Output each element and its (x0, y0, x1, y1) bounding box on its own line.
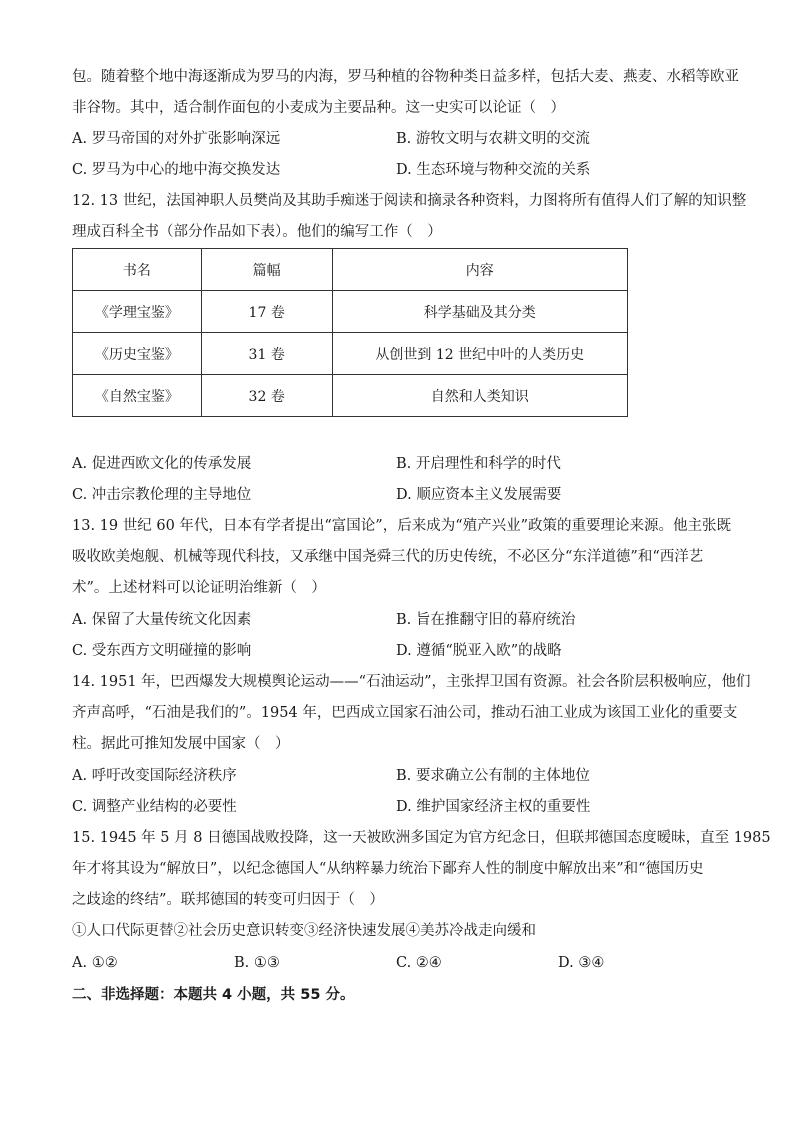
table-row (73, 291, 628, 333)
table-cell-length: 32 卷 (201, 375, 332, 417)
table-row (73, 375, 628, 417)
encyclopedia-table (72, 248, 628, 417)
q11-option-d: D. 生态环境与物种交流的关系 (396, 162, 591, 178)
q11-options-row-1 (72, 124, 722, 155)
table-cell-content: 从创世到 12 世纪中叶的人类历史 (332, 333, 627, 375)
table-cell-content: 科学基础及其分类 (332, 291, 627, 333)
q12-options-row-1 (72, 449, 722, 480)
q14-option-b: B. 要求确立公有制的主体地位 (396, 768, 590, 784)
q11-line-2: 非谷物。其中，适合制作面包的小麦成为主要品种。这一史实可以论证（ ） (72, 100, 565, 116)
q14-line-2: 齐声高呼，“石油是我们的”。1954 年，巴西成立国家石油公司，推动石油工业成为该国工业化的重要支 (72, 705, 738, 721)
q14-option-a: A. 呼吁改变国际经济秩序 (72, 768, 237, 784)
q11-option-c: C. 罗马为中心的地中海交换发达 (72, 162, 281, 178)
q13-option-b: B. 旨在推翻守旧的幕府统治 (396, 612, 576, 628)
q13-option-d: D. 遵循“脱亚入欧”的战略 (396, 643, 562, 659)
q12-option-d: D. 顺应资本主义发展需要 (396, 487, 562, 503)
q14-options-row-1 (72, 761, 722, 792)
section-2-heading: 二、非选择题：本题共 4 小题，共 55 分。 (72, 987, 355, 1003)
q12-options-row-2 (72, 480, 722, 511)
q11-options-row-2 (72, 155, 722, 186)
table-header-row (73, 249, 628, 291)
table-cell-title: 《历史宝鉴》 (73, 333, 202, 375)
q13-option-c: C. 受东西方文明碰撞的影响 (72, 643, 252, 659)
q14-line-1: 14. 1951 年，巴西爆发大规模舆论运动——“石油运动”，主张捍卫国有资源。社会各阶层积极响应，他们 (72, 674, 751, 690)
q15-option-b: B. ①③ (234, 955, 280, 971)
q15-line-4: ①人口代际更替②社会历史意识转变③经济快速发展④美苏冷战走向缓和 (72, 923, 536, 939)
q14-option-c: C. 调整产业结构的必要性 (72, 799, 237, 815)
q12-line-2: 理成百科全书（部分作品如下表）。他们的编写工作（ ） (72, 224, 442, 240)
q15-option-d: D. ③④ (558, 955, 605, 971)
q14-line-3: 柱。据此可推知发展中国家（ ） (72, 736, 290, 752)
q11-stem (72, 62, 739, 124)
q14-stem (72, 667, 751, 760)
q14-option-d: D. 维护国家经济主权的重要性 (396, 799, 591, 815)
q13-line-1: 13. 19 世纪 60 年代，日本有学者提出“富国论”，后来成为“殖产兴业”政策的重要理论来源。他主张既 (72, 518, 732, 534)
table-cell-length: 31 卷 (201, 333, 332, 375)
q12-stem (72, 186, 747, 248)
q12-option-b: B. 开启理性和科学的时代 (396, 456, 561, 472)
table-header-length: 篇幅 (201, 249, 332, 291)
table-cell-title: 《自然宝鉴》 (73, 375, 202, 417)
q12-line-1: 12. 13 世纪，法国神职人员樊尚及其助手痴迷于阅读和摘录各种资料，力图将所有值得人们了解的知识整 (72, 193, 747, 209)
table-cell-length: 17 卷 (201, 291, 332, 333)
q15-option-c: C. ②④ (396, 955, 442, 971)
q13-options-row-1 (72, 605, 722, 636)
q13-options-row-2 (72, 636, 722, 667)
q11-option-a: A. 罗马帝国的对外扩张影响深远 (72, 131, 281, 147)
q15-line-2: 年才将其设为“解放日”，以纪念德国人“从纳粹暴力统治下鄙弃人性的制度中解放出来”和“德国历史 (72, 861, 704, 877)
q15-option-a: A. ①② (72, 955, 118, 971)
q15-line-1: 15. 1945 年 5 月 8 日德国战败投降，这一天被欧洲多国定为官方纪念日，但联邦德国态度暧昧，直至 1985 (72, 830, 771, 846)
table-cell-content: 自然和人类知识 (332, 375, 627, 417)
q13-stem (72, 511, 732, 604)
q15-line-3: 之歧途的终结”。联邦德国的转变可归因于（ ） (72, 892, 384, 908)
table-row (73, 333, 628, 375)
q13-line-3: 术”。上述材料可以论证明治维新（ ） (72, 580, 326, 596)
q13-line-2: 吸收欧美炮舰、机械等现代科技，又承继中国尧舜三代的历史传统，不必区分“东洋道德”和“西洋艺 (72, 549, 704, 565)
table-header-content: 内容 (332, 249, 627, 291)
q15-options-row (72, 948, 722, 979)
q12-option-c: C. 冲击宗教伦理的主导地位 (72, 487, 252, 503)
q13-option-a: A. 保留了大量传统文化因素 (72, 612, 252, 628)
q14-options-row-2 (72, 792, 722, 823)
q11-line-1: 包。随着整个地中海逐渐成为罗马的内海，罗马种植的谷物种类日益多样，包括大麦、燕麦、水稻等欧亚 (72, 69, 739, 85)
q12-option-a: A. 促进西欧文化的传承发展 (72, 456, 252, 472)
q15-stem (72, 823, 771, 947)
q11-option-b: B. 游牧文明与农耕文明的交流 (396, 131, 590, 147)
table-cell-title: 《学理宝鉴》 (73, 291, 202, 333)
table-header-title: 书名 (73, 249, 202, 291)
